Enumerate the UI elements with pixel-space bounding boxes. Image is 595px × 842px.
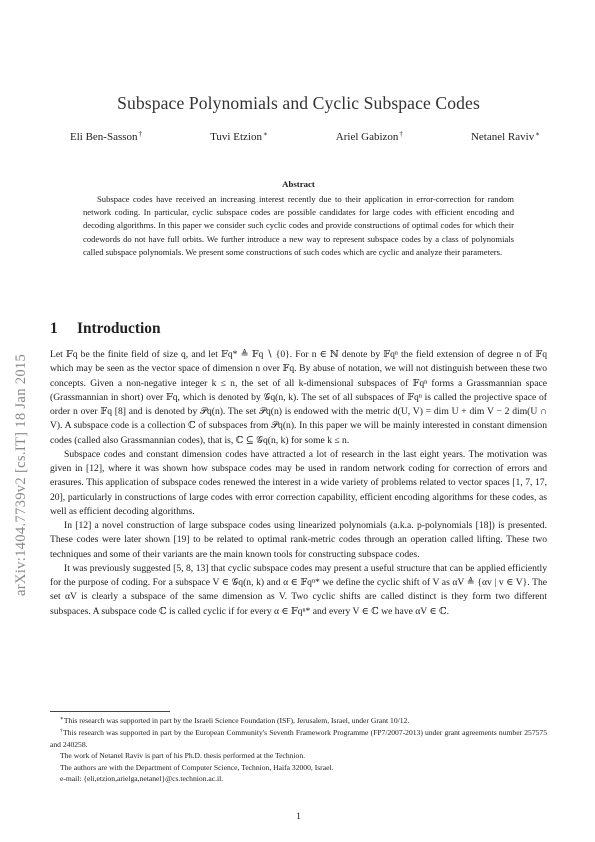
paragraph: Let 𝔽q be the finite field of size q, and let 𝔽q* ≜ 𝔽q ∖ {0}. For n ∈ ℕ denote by 𝔽qⁿ the field extension of degree n of 𝔽q which may be seen as the vector space of dimension n over 𝔽q. By abuse of notation, we will not distinguish between these two concepts. Given a non-negative integer k ≤ n, the set of all k-dimensional subspaces of 𝔽qⁿ forms a Grassmannian space (Grassmannian in short) over 𝔽q, which is denoted by 𝒢q(n, k). The set of all subspaces of 𝔽qⁿ is called the projective space of order n over 𝔽q [8] and is denoted by 𝒫q(n). The set 𝒫q(n) is endowed with the metric d(U, V) = dim U + dim V − 2 dim(U ∩ V). A subspace code is a collection ℂ of subspaces from 𝒫q(n). In this paper we will be mainly interested in constant dimension codes (called also Grassmannian codes), that is, ℂ ⊆ 𝒢q(n, k) for some k ≤ n.: [50, 349, 547, 446]
affiliation-mark: ∗: [535, 130, 540, 138]
paragraph: In [12] a novel construction of large subspace codes using linearized polynomials (a.k.a. p-polynomials [18]) is presented. These codes were later shown [19] to be related to optimal rank-metric codes through an operation called lifting. These two techniques and some of their variants are the main known tools for constructing subspace codes.: [50, 520, 547, 560]
paper-title: Subspace Polynomials and Cyclic Subspace Codes: [117, 93, 480, 113]
footnote-text: e-mail: {eli,etzion,arielga,netanel}@cs.technion.ac.il.: [60, 774, 224, 784]
paragraph: Subspace codes and constant dimension codes have attracted a lot of research in the last eight years. The motivation was given in [12], where it was shown how subspace codes may be used in random network coding for correction of errors and erasures. This application of subspace codes renewed the interest in a wide variety of problems related to vector spaces [1, 7, 17, 20], particularly in constructions of large codes with error correction capability, efficient encoding algorithms for these codes, as well as efficient decoding algorithms.: [50, 448, 547, 517]
author: [210, 130, 268, 143]
footnote-rule: [50, 711, 170, 712]
footnote: [50, 714, 547, 726]
section-title: Introduction: [77, 320, 161, 337]
section-heading: [50, 320, 450, 338]
footnote: [50, 750, 547, 761]
abstract-text: Subspace codes have received an increasing interest recently due to their application in error-correction for random network coding. In particular, cyclic subspace codes are possible candidates for large codes with efficient encoding and decoding algorithms. In this paper we consider such cyclic codes and provide constructions of optimal codes for which their codewords do not have full orbits. We further introduce a new way to represent subspace codes by a class of polynomials called subspace polynomials. We present some constructions of such codes which are cyclic and analyze their parameters.: [83, 194, 514, 257]
affiliation-mark: ∗: [262, 130, 268, 138]
author: [336, 130, 403, 143]
body-text: [50, 348, 547, 619]
author-list: [70, 130, 540, 143]
author: [471, 130, 540, 143]
affiliation-mark: †: [138, 130, 143, 138]
footnote-text: This research was supported in part by the Israeli Science Foundation (ISF), Jerusalem, Israel, under Grant 10/12.: [63, 716, 410, 725]
footnote: [50, 773, 547, 784]
author-name: Ariel Gabizon: [335, 131, 399, 143]
section-number: 1: [50, 320, 58, 337]
paragraph: It was previously suggested [5, 8, 13] that cyclic subspace codes may present a useful structure that can be applied efficiently for the purpose of coding. For a subspace V ∈ 𝒢q(n, k) and α ∈ 𝔽qⁿ* we define the cyclic shift of V as αV ≜ {αv | v ∈ V}. The set αV is clearly a subspace of the same dimension as V. Two cyclic shifts are called distinct is they form two different subspaces. A subspace code ℂ is called cyclic if for every α ∈ 𝔽qⁿ* and every V ∈ ℂ we have αV ∈ ℂ.: [50, 562, 547, 617]
abstract-heading: Abstract: [282, 179, 315, 189]
footnote: [50, 726, 547, 750]
footnote-text: The work of Netanel Raviv is part of his Ph.D. thesis performed at the Technion.: [60, 751, 306, 761]
footnotes: [50, 714, 547, 784]
footnote-mark: ∗: [60, 716, 64, 722]
footnote: [50, 762, 547, 773]
page-number: 1: [296, 811, 301, 822]
author: [70, 130, 142, 143]
footnote-text: This research was supported in part by the European Community's Seventh Framework Programme (FP7/2007-2013) under grant agreements number 257575 and 240258.: [50, 728, 548, 749]
author-name: Eli Ben-Sasson: [70, 131, 138, 143]
author-name: Tuvi Etzion: [210, 131, 262, 143]
footnote-text: The authors are with the Department of Computer Science, Technion, Haifa 32000, Israel.: [60, 762, 334, 772]
author-name: Netanel Raviv: [470, 131, 535, 143]
arxiv-identifier: arXiv:1404.7739v2 [cs.IT] 18 Jan 2015: [13, 353, 29, 596]
footnote-mark: †: [60, 728, 64, 735]
affiliation-mark: †: [399, 130, 403, 138]
